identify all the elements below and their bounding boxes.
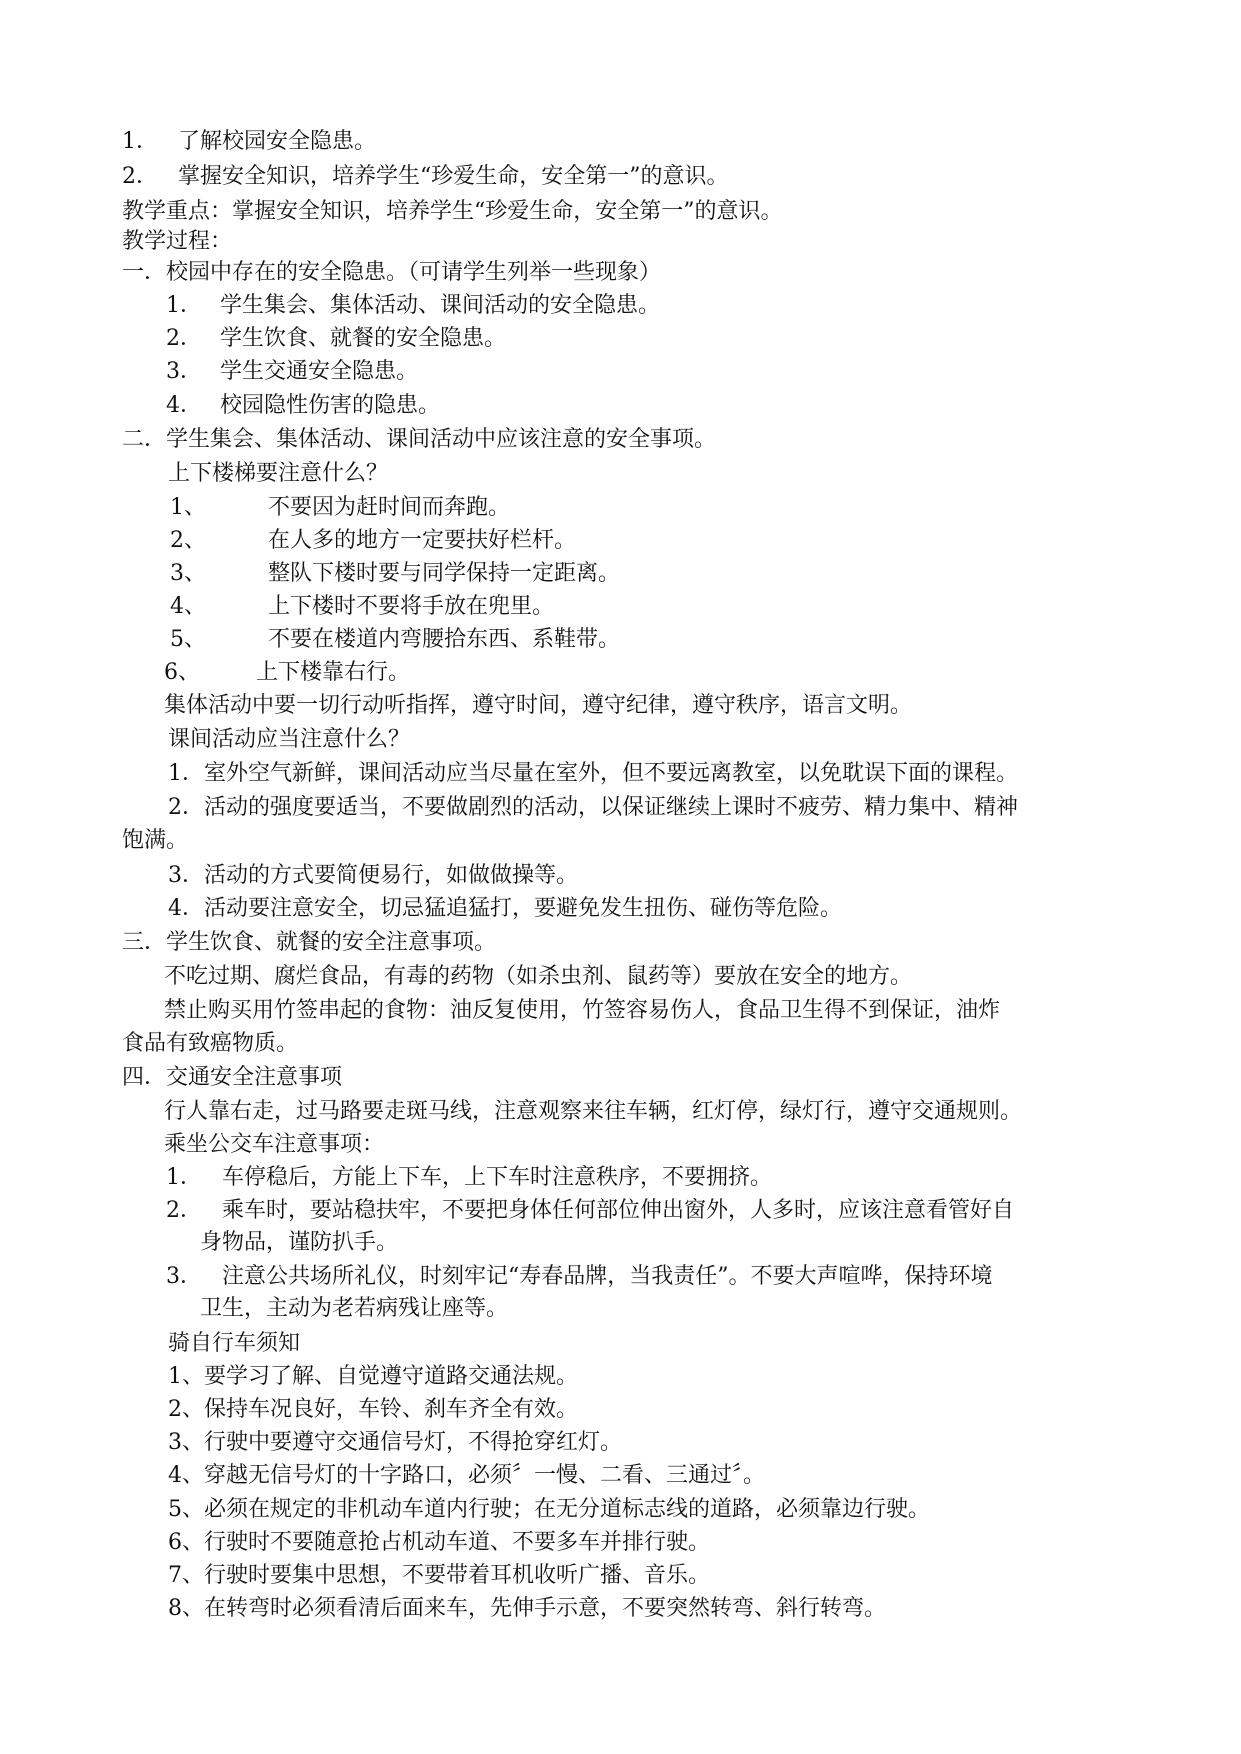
hazard-text: 学生饮食、就餐的安全隐患。 [220, 326, 507, 351]
recess-item-continuation: 饱满。 [122, 828, 189, 853]
stairs-question: 上下楼梯要注意什么？ [168, 461, 389, 486]
stairs-text: 整队下楼时要与同学保持一定距离。 [268, 561, 621, 586]
bus-item [166, 1164, 772, 1192]
bus-number: 3． [166, 1264, 202, 1289]
stairs-number: 3、 [170, 561, 206, 586]
objective-text: 了解校园安全隐患。 [178, 129, 377, 154]
hazard-number: 3． [166, 359, 202, 384]
bike-item: 4、穿越无信号灯的十字路口，必须〞一慢、二看、三通过〞。 [168, 1463, 765, 1488]
stairs-item [170, 527, 576, 555]
bus-text: 注意公共场所礼仪，时刻牢记“寿春品牌，当我责任”。不要大声喧哗，保持环境 [222, 1264, 993, 1289]
bus-text: 车停稳后，方能上下车，上下车时注意秩序，不要拥挤。 [222, 1165, 773, 1190]
hazard-item [166, 292, 660, 320]
group-activity-text: 集体活动中要一切行动听指挥，遵守时间，遵守纪律，遵守秩序，语言文明。 [164, 693, 913, 718]
bike-item: 5、必须在规定的非机动车道内行驶；在无分道标志线的道路，必须靠边行驶。 [168, 1497, 930, 1522]
stairs-text: 不要因为赶时间而奔跑。 [268, 495, 511, 520]
stairs-number: 5、 [170, 627, 206, 652]
hazard-text: 学生集会、集体活动、课间活动的安全隐患。 [220, 293, 661, 318]
objective-1 [122, 128, 376, 156]
stairs-item [170, 593, 554, 621]
hazard-number: 1． [166, 293, 202, 318]
recess-item: 4．活动要注意安全，切忌猛追猛打，要避免发生扭伤、碰伤等危险。 [168, 896, 842, 921]
recess-item: 3．活动的方式要简便易行，如做做操等。 [168, 863, 578, 888]
bus-item [166, 1263, 993, 1291]
recess-item: 1．室外空气新鲜，课间活动应当尽量在室外，但不要远离教室，以免耽误下面的课程。 [168, 761, 1018, 786]
recess-item: 2．活动的强度要适当，不要做剧烈的活动，以保证继续上课时不疲劳、精力集中、精神 [168, 795, 1018, 820]
hazard-number: 2． [166, 326, 202, 351]
stairs-number: 1、 [170, 495, 206, 520]
bus-item [166, 1197, 1014, 1225]
hazard-text: 学生交通安全隐患。 [220, 359, 419, 384]
process-title: 教学过程： [122, 229, 233, 254]
pedestrian-rules: 行人靠右走，过马路要走斑马线，注意观察来往车辆，红灯停，绿灯行，遵守交通规则。 [164, 1099, 1023, 1124]
food-safety-continuation: 食品有致癌物质。 [122, 1031, 299, 1056]
bike-question: 骑自行车须知 [168, 1331, 301, 1356]
stairs-number: 4、 [170, 594, 206, 619]
bus-question: 乘坐公交车注意事项： [164, 1132, 385, 1157]
key-point: 教学重点：掌握安全知识，培养学生“珍爱生命，安全第一”的意识。 [122, 199, 783, 224]
hazard-number: 4． [166, 393, 202, 418]
section-3-heading: 三．学生饮食、就餐的安全注意事项。 [122, 930, 497, 955]
section-4-heading: 四．交通安全注意事项 [122, 1065, 343, 1090]
hazard-item [166, 358, 418, 386]
stairs-text: 上下楼时不要将手放在兜里。 [268, 594, 555, 619]
stairs-text: 在人多的地方一定要扶好栏杆。 [268, 528, 577, 553]
bus-item-continuation: 卫生，主动为老若病残让座等。 [200, 1296, 509, 1321]
bike-item: 6、行驶时不要随意抢占机动车道、不要多车并排行驶。 [168, 1530, 710, 1555]
bike-item: 7、行驶时要集中思想，不要带着耳机收听广播、音乐。 [168, 1563, 710, 1588]
bus-item-continuation: 身物品，谨防扒手。 [200, 1230, 399, 1255]
section-2-heading: 二．学生集会、集体活动、课间活动中应该注意的安全事项。 [122, 427, 717, 452]
bus-text: 乘车时，要站稳扶牢，不要把身体任何部位伸出窗外，人多时，应该注意看管好自 [222, 1198, 1015, 1223]
bus-number: 2． [166, 1198, 202, 1223]
hazard-item [166, 325, 506, 353]
hazard-item [166, 392, 440, 420]
stairs-text: 上下楼靠右行。 [256, 660, 411, 685]
bike-item: 8、在转弯时必须看清后面来车，先伸手示意，不要突然转弯、斜行转弯。 [168, 1596, 886, 1621]
stairs-text: 不要在楼道内弯腰拾东西、系鞋带。 [268, 627, 621, 652]
food-safety-line: 禁止购买用竹签串起的食物：油反复使用，竹签容易伤人，食品卫生得不到保证，油炸 [164, 998, 1001, 1023]
stairs-item [170, 560, 620, 588]
objective-text: 掌握安全知识，培养学生“珍爱生命，安全第一”的意识。 [178, 164, 729, 189]
stairs-number: 6、 [164, 660, 200, 685]
recess-question: 课间活动应当注意什么？ [168, 727, 411, 752]
hazard-text: 校园隐性伤害的隐患。 [220, 393, 441, 418]
objective-number: 2． [122, 164, 158, 189]
objective-2 [122, 163, 729, 191]
stairs-item [164, 659, 410, 687]
bike-item: 2、保持车况良好，车铃、刹车齐全有效。 [168, 1397, 578, 1422]
section-1-heading: 一．校园中存在的安全隐患。（可请学生列举一些现象） [122, 260, 662, 285]
stairs-number: 2、 [170, 528, 206, 553]
bike-item: 1、要学习了解、自觉遵守道路交通法规。 [168, 1364, 578, 1389]
stairs-item [170, 626, 620, 654]
food-safety-line: 不吃过期、腐烂食品，有毒的药物（如杀虫剂、鼠药等）要放在安全的地方。 [164, 964, 913, 989]
bike-item: 3、行驶中要遵守交通信号灯，不得抢穿红灯。 [168, 1430, 622, 1455]
objective-number: 1． [122, 129, 158, 154]
bus-number: 1． [166, 1165, 202, 1190]
stairs-item [170, 494, 510, 522]
